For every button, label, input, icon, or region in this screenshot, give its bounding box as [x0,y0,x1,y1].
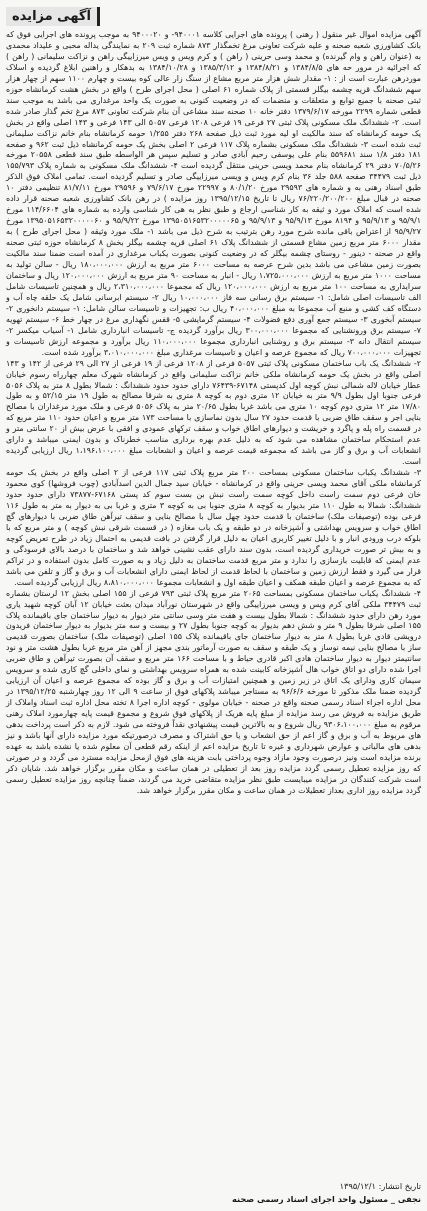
ad-footer [6,1181,421,1205]
signature: نجفی _ مسئول واحد اجرای اسناد رسمی صحنه [232,1194,421,1204]
publish-date: تاریخ انتشار: ۱۳۹۵/۱۲/۱ [339,1181,421,1191]
ad-paragraph-1: آگهی مزایده اموال غیر منقول ( رهنی ) پرونده های اجرایی کلاسه ۹۴۰۰۰۱- و ۹۴۰۰۰۲۰ به موجب پرونده های اجرایی فوق که بانک کشاورزی شعبه صحنه و علیه شرکت تعاونی مرغ تخمگذار ۸۷۳ شماره ثبت ۲۰۹ به نمایندگی یداله محبی و علیداد محمدی به (عنوان راهن و وام گیرنده) و محمد وسی حرینی ( راهن ) و کرم ویس و ویس میرزاییگی راهن و نزاکت سلیمانی ( راهن ) که اجرائیه در مرور حه های ۱۳۸۴/۸/۵ و ۱۳۸۴/۸/۲۱ و ۱۳۸۵/۳/۱۲ و ۱۳۸۴/۱۰/۲۸ به بدهکار و راهنین ابلاغ گردیده و اسلاک موردرهن عبارت است از : ۱- مقدار شش هزار متر مربع مشاع از سنگ زار عالی کوه بیست و چهارم ۱۱۰۰ سهم از چهار هزار سهم ششدانگ قریه چشمه بیگلر قسمتی از پلاک شماره ۶۱ اصلی ( محل اجرای طرح ) واقع در بخش هشت کرمانشاه حوزه ثبتی صحنه با جمیع توابع و متعلقات و منضمات که در وضعیت کنونی به صورت یک واحد مرغداری می باشد به موجب سند قطعی شماره ۲۲۹۹ مورخه ۱۳۷۹/۶/۱۷ دفتر خانه ۱۰ صحنه سند مشاعی آن بنام شرکت تعاونی ۸۷۳ مرغ تخم گذار صادر شده است. ۲- ششدانگ ملک مسکونی پلاک ثبتی ۲۷ فرعی ۱۹ فرعی ۱۲۰۸ فرعی ۵۰۵۷ الی ۱۴۳ فرعی و ۱۴۳ اصلی واقع در بخش یک حومه کرمانشاه که سند مالکیت او لیه مورد ثبت ذیل صفحه ۲۶۸ دفتر ۱/۲۵۵ حومه کرمانشاه بنام خانم نزاکت سلیمانی ثبت شده است ۳- ششدانگ ملک مسکونی بشماره پلاک ۱۱۷ فرعی ۲ اصلی بخش یک حومه کرمانشاه ذیل ثبت ۹۶۲ و صفحه ۱۸۱ دفتر ۱/۸ سند ۵۵۹۶۸۱ بنام علی یوسفی رحیم آبادی صادر و تسلیم سپس هر الواسطه طبق سند قطعی ۲۰۵۵۸ مورخه ۷۰/۵/۲۶ دفتر ۲۹ کرمانشاه بنام محمد ویسی حرینی منتقل گردیده است ۴- ششدانگ ملک مسکونی به شماره پلاک ۱۵۵/۷۹۳ ذیل ثبت ۳۴۴۷۹ صفحه ۵۸۸ جلد ۳۶ بنام کرم ویس و ویسی میرزاییگی صادر و تسلیم گردیده است. تمامی املاک فوق الذکر طبق اسناد رهنی به و شماره های ۲۹۵۹۳ مورخ ۸۰/۱/۲۰ و ۲۲۹۹۷ مورخ ۷۹/۶/۱۷ و ۲۹۵۹۶ مورخ ۸۱/۷/۱۱ تنظیمی دفتر ۱۰ صحنه در قبال مبلغ ۷۶/۲۲۰/۲۰۰/۲۰۰ ریال تا تاریخ ۱۳۹۵/۱۲/۱۵ روز مزایده ) در رهن بانک کشاورزی شعبه صحنه قرار داده شده است که املاک مورد و ثیقه به کار شناسی ارجاع و طبق نظر به هی کار شناسی وارده به شماره های ۱۱۴/۶۶۰۴ مورخ ۹۵/۹/۱ و ۹۵/۹/۱۳ و ۸۱۹۴ مورخ ۹۵/۹/۱۳ و ۹۵/۹/۱۳ و ۱۳۹۵۰۵۱۶۵۳۲۰۰۰۰۰۶۵ مورخ ۹۵/۹/۲۲ و ۱۳۹۵۰۵۱۶۵۳۲۰۰۰۰۰۶۰ مورخ ۹۵/۹/۲۷ از اعتراض باقی مانده شرح مورد رهن بترتیب به شرح ذیل می باشد ۱- ملک مورد وثیقه ( محل اجرای طرح ) به مقدار ۶۰۰۰ متر مربع زمین مشاع قسمتی از ششدانگ پلاک ۶۱ اصلی قریه چشمه بیگلر بخش ۸ کرمانشاه حوزه ثبتی صحنه واقع در صحنه - دینور - روستای چشمه بیگلر که در وضعیت کنونی بصورت یکباب مرغداری در آمده است ضمنا سند مالکیت بصورت زمین مشاعی می باشد بدین شرح عرصه به مساحت ۶۰۰۰ متر مربع به ارزش ۱۸۰،۰۰۰،۰۰۰ ریال - سالن تولید به مساحت ۱۰۰۰ متر مربع به ارزش ۱،۷۲۵،۰۰۰،۰۰۰ ریال - انبار به مساحت ۹۰ متر مربع به ارزش ۱۲۰،۰۰۰،۰۰۰ ریال و ساختمان سرایداری به مساحت ۱۰۰ متر مربع به ارزش ۱۲۰،۰۰۰،۰۰۰ ریال که مجموعا ۲،۳۱۰،۰۰۰،۰۰۰ ریال و همچنین تاسیسات شامل الف تاسیسات اصلی شامل: ۱- سیستم برق رسانی سه فاز ۱۰،۰۰۰،۰۰۰ ریال ۲- سیستم ابرسانی شامل یک حلقه چاه آب و دستگاه کف کشی و منبع آب مجموعا به مبلغ ۴۰،۰۰۰،۰۰۰ ریال ب: تجهیزات و تاسیسات سالن شامل: ۱- سیستم دانخوری ۲- سیستم آبخوری ۳- سیستم جمع آوری دفع فضولات ۴- سیستم گرمایشی ۵- قفس نگهداری مرغ در چهار خط ۶- سیستم تهویه ۷- سیستم برق ورونشنایی که مجموعا ۳۰۰،۰۰۰،۰۰۰ ریال برآورد گردیده ج- تاسیسات انبارداری شامل ۱- آسیاب میکسر ۲- سیستم انتقال دانه ۳- سیستم برق و روشنایی انبارداری مجموعا ۱۱۰،۰۰۰،۰۰۰ ریال برآورد و مجموعه ارزش تاسیسات و تجهیزات ۷۰۰،۰۰۰،۰۰۰ ریال که مجموع عرصه و اعیان و تاسیسات مرغداری مبلغ ۳،۰۱۰،۰۰۰،۰۰۰ برآورد شده است. [6,30,422,357]
ad-paragraph-2: ۲- ششدانگ یک باب ساختمان مسکونی پلاک ثبتی ۵۰۵۷ فرعی از ۱۲۰۸ فرعی از ۱۹ فرعی از ۲۷ الی ۲۹ فرعی از ۱۴۲ و ۱۴۳ اصلی واقع در بخش یک حومه کرمانشاه ملکی خانم نزاکت سلیمانی واقع در کرمانشاه شهرک معلم چهارراه رسوم خیابان عطار خیابان لاله شمالی نبش کوچه اول کدپستی ۶۷۱۴۸-۷۶۴۳۹ دارای حدود حدود ششدانگ : شمالا بطول ۸ متر به پلاک ۵۰۵۶ فرعی جنوبا اول بطول ۹/۹ متر به خیابان ۱۲ متری دوم به کوچه ۸ متری به شرقا مصالح به طول ۱۹ متر ۵۲/۱۵ و به طول ۱۷/۸۰ متر ۱۲ متری دوم کوچه ۱۰ متری می باشد غربا بطول ۲۰/۶۵ متر به پلاک ۵۰۵۶ فرعی و ملک مورد مرغداران با مصالح بنایی اجر و سقف طاق ضربی با قدمت حدود ۲۷ سال بدون نماسازی با مساحت ۱۷۳ متر مربع و اعیان حدود ۱۱۰ متر مربع که در قسمت راه پله و پاگرد و خریشت و دیوارهای اطاق خواب و سقف ترکهای عمودی و افقی با عرض بیش از ۲۰ سانتی متر و عدم استحکام ساختمان مشاهده می شود که به دلیل عدم بهره برداری مناسب خطرناک و بدون ایمنی میباشد و دارای انشعابات آب و برق و گاز می باشد که مجموعه قیمت عرصه و اعیان و انشعابات مبلغ ۱،۱۹۶،۱۰۰،۰۰۰ ریال ارزیابی گردیده است. [6,358,421,467]
title-row [6,4,421,28]
ad-paragraph-3: ۳- ششدانگ یکباب ساختمان مسکونی بمساحت ۲۰۰ متر مربع پلاک ثبتی ۱۱۷ فرعی از ۲ اصلی واقع در بخش یک حومه کرمانشاه ملکی آقای محمد ویسی حرینی واقع در کرمانشاه - خیابان سید جمال الدین اسدآبادی (چوب فروشها) کوی محمود خان فرعی دوم سمت راست داخل کوچه سمت راست نبش بن بست سوم کد پستی ۶۷۱۶۸-۷۳۸۷۷ دارای حدود حدود ششدانگ: شمالا به طول ۱۱۰ متر بدیوار به کوچه ۸ متری جنوبا بی به کوچه ۳ متری و غربا بی به دیوار به متر به طول ۱۱۶ فرعی بوده (توصیفات ملک) ساختمان با قدمت حدود چهل سال با مصالح بنایی و سقف تیرآهن طاق ضربی با دیوارهای گچ اطاق خواب و سرویس بهداشتی و آشپزخانه در دو طبقه و یک باب مغازه ( در قسمت شرقی نبش کوچه ) و متر مربع که با بلوکه درب ورودی انبار و با دلیل تغییر کاربری اعیان به دلیل قرار گرفتن در بافت قدیمی به احتمال زیاد در طرح تعریض کوچه و به بیش تر صورت خریداری گردیده است، بدون سند دارای عقب نشینی خواهد شد و ساختمان با درصد بالای فرسودگی و عدم ایمنی که قابلیت بازسازی را ندارد و متر مربع قدمت ساختمان به دلیل زیاد و به صورت کامل بدون استفاده و در تراکم قرار می گیرد و فقط ارزش زمین و ساختمان با لحاظ قدمت از لحاظ ایمنی دارای انشعابات آب و برق و گاز و تلفن می باشد که به مجموع عرصه و اعیان طبقه همکف و اعیان طبقه اول و انشعابات مجموعا ۸،۸۱۰،۰۰۰،۰۰۰ ریال ارزیابی گردیده است. [6,468,422,587]
ad-paragraph-4: ۴- ششدانگ یکباب ساختمان مسکونی بمساحت ۲۰۶۵ متر مربع پلاک ثبتی ۷۹۳ فرعی از ۱۵۵ اصلی بخش ۱۲ لرستان بشماره ثبت ۳۴۴۷۹ ملکی آقای کرم ویس و ویسی میرزاییگی واقع در شهرستان نورآباد میدان بعثت خیابان ۱۲ آبان کوچه شهید یاری مورد رهن دارای حدود ششدانگ : شمالا بطول بیست و هفت متر وسی سانتی متر دیوار به دیوار ساختمان جای باقیمانده پلاک ۱۵۵ اصلی شرقا بطول ۹ متر و شش دهم بدیوار به کوچه جنوبا بطول ۲۷ و بیست و سه متر بدیوار به دیوار ساختمان فریدون درویشی قادی غربا بطول ۸ متر به دیوار ساختمان جای باقیمانده پلاک ۱۵۵ اصلی (توصیفات ملک) ساختمان بصورت قدیمی ساز با مصالح بنایی نیمه نوساز و یک طبقه و سقف به صورت آرماتور بندی مجهز از آهن متر مربع غربا بطول هشت متر و نود سانتیمتر دیوار به دیوار ساختمان هادی اکبر قادری حیاط و با مساحت ۱۶۶ متر مربع و سقف آن بصورت تیرآهن و طاق ضربی اجرا شده دارای دو اتاق خواب هال آشپزخانه کابینت شده به همراه سرویس بهداشتی و نمای داخلی گچ کاری شده و سرویس سیمان کاری ودارای یک اتاق در زیر زمین و همچنین امتیازات آب و برق و گاز بوده که مجموع عرصه و اعیان آن ارزیابی گردیده ضمنا ملک مذکور تا مورخه ۹۶/۶/۶ به مستاجر میباشد پلاکهای فوق از ساعت ۹ الی ۱۲ روز چهارشنبه ۱۳۹۵/۱۲/۲۵ در محل اداره اجراء اسناد رسمی صحنه واقع در صحنه - خیابان مولوی - کوچه اداره اجرا ۸ تخته محل اداره ثبت اسناد واملاک از طریق مزایده به فروش می رسد مزایده از مبلغ پایه هریک از پلاکهای فوق شروع و مجموع قیمت پایه چهارمورد املاک رهنی مرقوم به مبلغ ۹۳۰۶،۱۰۰،۰۰۰ ریال شروع و به بالاترین قیمت پیشنهادی نقداً فروخته می شود. لازم به ذکر است پرداخت بدهی های مربوط به آب و برق و گاز اعم از حق انشعاب و یا حق اشتراک و مصرف درصورتیکه مورد مزایده دارای آنها باشد و نیز بدهی های مالیاتی و عوارض شهرداری و غیره تا تاریخ مزایده اعم از اینکه رقم قطعی آن معلوم شده یا نشده باشد به عهده برنده مزایده است ونیز درصورت وجود مازاد وجوه پرداختی بابت هزینه های فوق ازمحل مزایده مسترد می گردد و در صورتی که روز مزایده تعطیل رسمی گردد مزایده روز بعد از تعطیلی در همان ساعت و مکان مقرر برگزار خواهد شد. شایان ذکر است شرکت کنندگان در مزایده میبایست طبق نظر مزایده متقاضی خرید می گردند، ضمناً چنانچه روز مزایده تعطیل رسمی گردد مزایده روز اداری بعداز تعطیلات در همان ساعت و مکان مقرر برگزار خواهد شد. [6,588,422,795]
ad-title: آگهی مزایده [6,7,100,26]
ad-body [6,30,421,797]
